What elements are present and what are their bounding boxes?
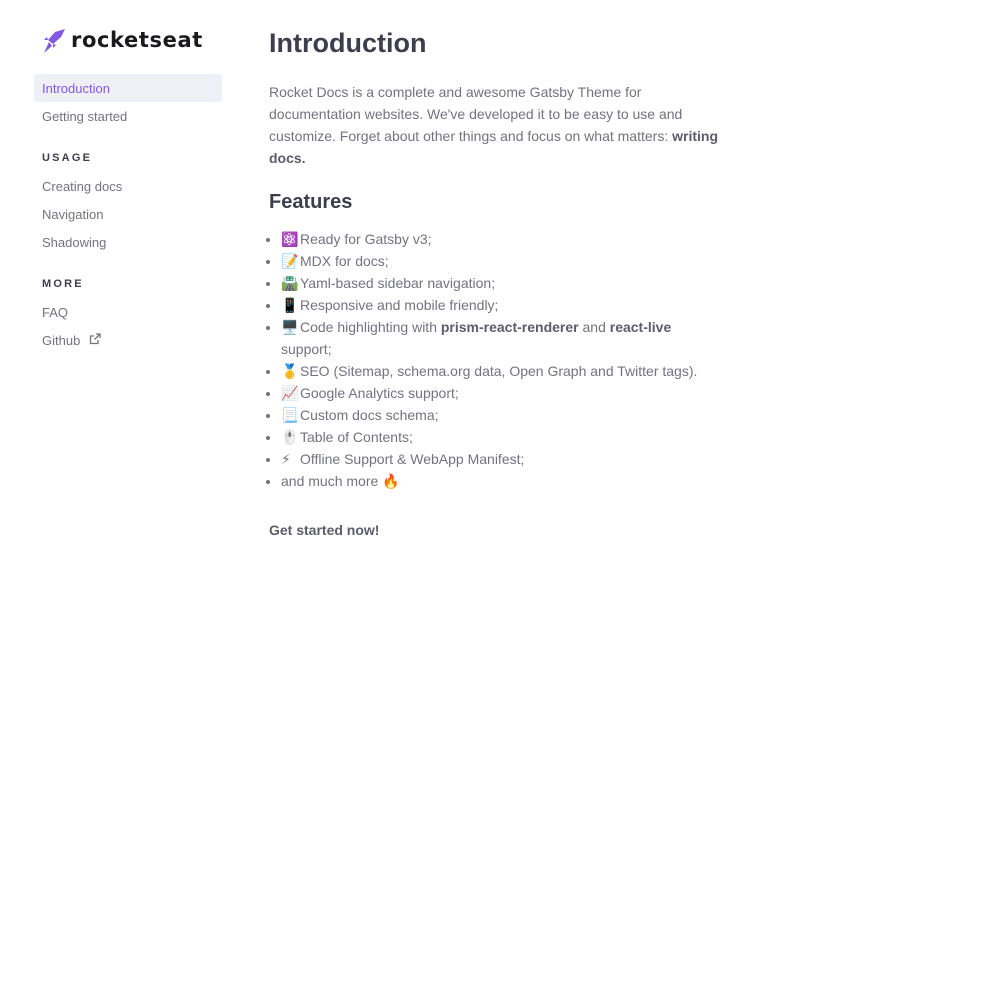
- sidebar-item-label: FAQ: [42, 304, 69, 320]
- sidebar-section-more: MORE: [42, 278, 84, 290]
- list-item: [281, 360, 719, 382]
- list-item-text: Google Analytics support;: [300, 385, 459, 401]
- list-item: [281, 228, 719, 250]
- mobile-phone-icon: 📱: [281, 297, 299, 313]
- sidebar-item-creating-docs[interactable]: [34, 172, 222, 200]
- sidebar-top-list: [34, 74, 222, 130]
- main-content: [269, 24, 719, 541]
- sidebar-item-getting-started[interactable]: [34, 102, 222, 130]
- list-item: [281, 272, 719, 294]
- chart-increasing-icon: 📈: [281, 385, 299, 401]
- sidebar-item-introduction[interactable]: [34, 74, 222, 102]
- mouse-icon: 🖱️: [281, 429, 299, 445]
- lightning-icon: ⚡: [281, 451, 291, 467]
- list-item-text: Custom docs schema;: [300, 407, 439, 423]
- memo-icon: 📝: [281, 253, 299, 269]
- list-item: [281, 382, 719, 404]
- sidebar-item-shadowing[interactable]: [34, 228, 222, 256]
- prism-react-renderer-label: prism-react-renderer: [440, 319, 579, 335]
- atom-icon: ⚛️: [281, 231, 299, 247]
- intro-text: Rocket Docs is a complete and awesome Gatsby Theme for documentation websites. We've developed it to be easy to use and customize. Forget about other things and focus on what matters:: [269, 84, 683, 144]
- intro-paragraph: [269, 81, 719, 169]
- list-item: [281, 404, 719, 426]
- rocket-icon: [42, 28, 66, 54]
- sidebar-item-label: Creating docs: [42, 178, 123, 194]
- list-item-text: MDX for docs;: [300, 253, 389, 269]
- sidebar-item-label: Shadowing: [42, 234, 107, 250]
- medal-icon: 🥇: [281, 363, 299, 379]
- list-item-text: Responsive and mobile friendly;: [300, 297, 499, 313]
- list-item: [281, 250, 719, 272]
- list-item: [281, 448, 719, 470]
- page-title: Introduction: [269, 28, 427, 58]
- list-item-text: Ready for Gatsby v3;: [300, 231, 432, 247]
- list-item: [281, 470, 719, 492]
- sidebar-item-label: Navigation: [42, 206, 104, 222]
- sidebar-item-label: Github: [42, 332, 81, 348]
- road-icon: 🛣️: [281, 275, 299, 291]
- sidebar-item-faq[interactable]: [34, 298, 222, 326]
- logo[interactable]: [34, 24, 222, 58]
- page-icon: 📃: [281, 407, 299, 423]
- sidebar-section-usage: USAGE: [42, 152, 93, 164]
- sidebar-item-label: Introduction: [42, 80, 110, 96]
- desktop-computer-icon: 🖥️: [281, 319, 299, 335]
- list-item: [281, 426, 719, 448]
- list-item-text: and much more 🔥: [281, 473, 400, 489]
- sidebar: [34, 24, 222, 354]
- list-item: [281, 294, 719, 316]
- list-item-text: Code highlighting with: [300, 319, 441, 335]
- features-list: [269, 228, 719, 492]
- sidebar-item-navigation[interactable]: [34, 200, 222, 228]
- brand-name: rocketseat: [71, 27, 203, 52]
- list-item-text: and: [578, 319, 610, 335]
- list-item: [281, 316, 719, 360]
- intro-bold: writing docs.: [269, 128, 718, 166]
- external-link-icon: [89, 333, 101, 348]
- sidebar-item-label: Getting started: [42, 108, 128, 124]
- list-item-text: SEO (Sitemap, schema.org data, Open Graph and Twitter tags).: [300, 363, 698, 379]
- sidebar-item-github[interactable]: [34, 326, 222, 354]
- features-heading: Features: [269, 191, 353, 213]
- react-live-label: react-live: [609, 319, 672, 335]
- list-item-text: support;: [281, 341, 332, 357]
- list-item-text: Offline Support & WebApp Manifest;: [300, 451, 525, 467]
- list-item-text: Table of Contents;: [300, 429, 413, 445]
- list-item-text: Yaml-based sidebar navigation;: [300, 275, 496, 291]
- get-started-text: Get started now!: [269, 522, 380, 538]
